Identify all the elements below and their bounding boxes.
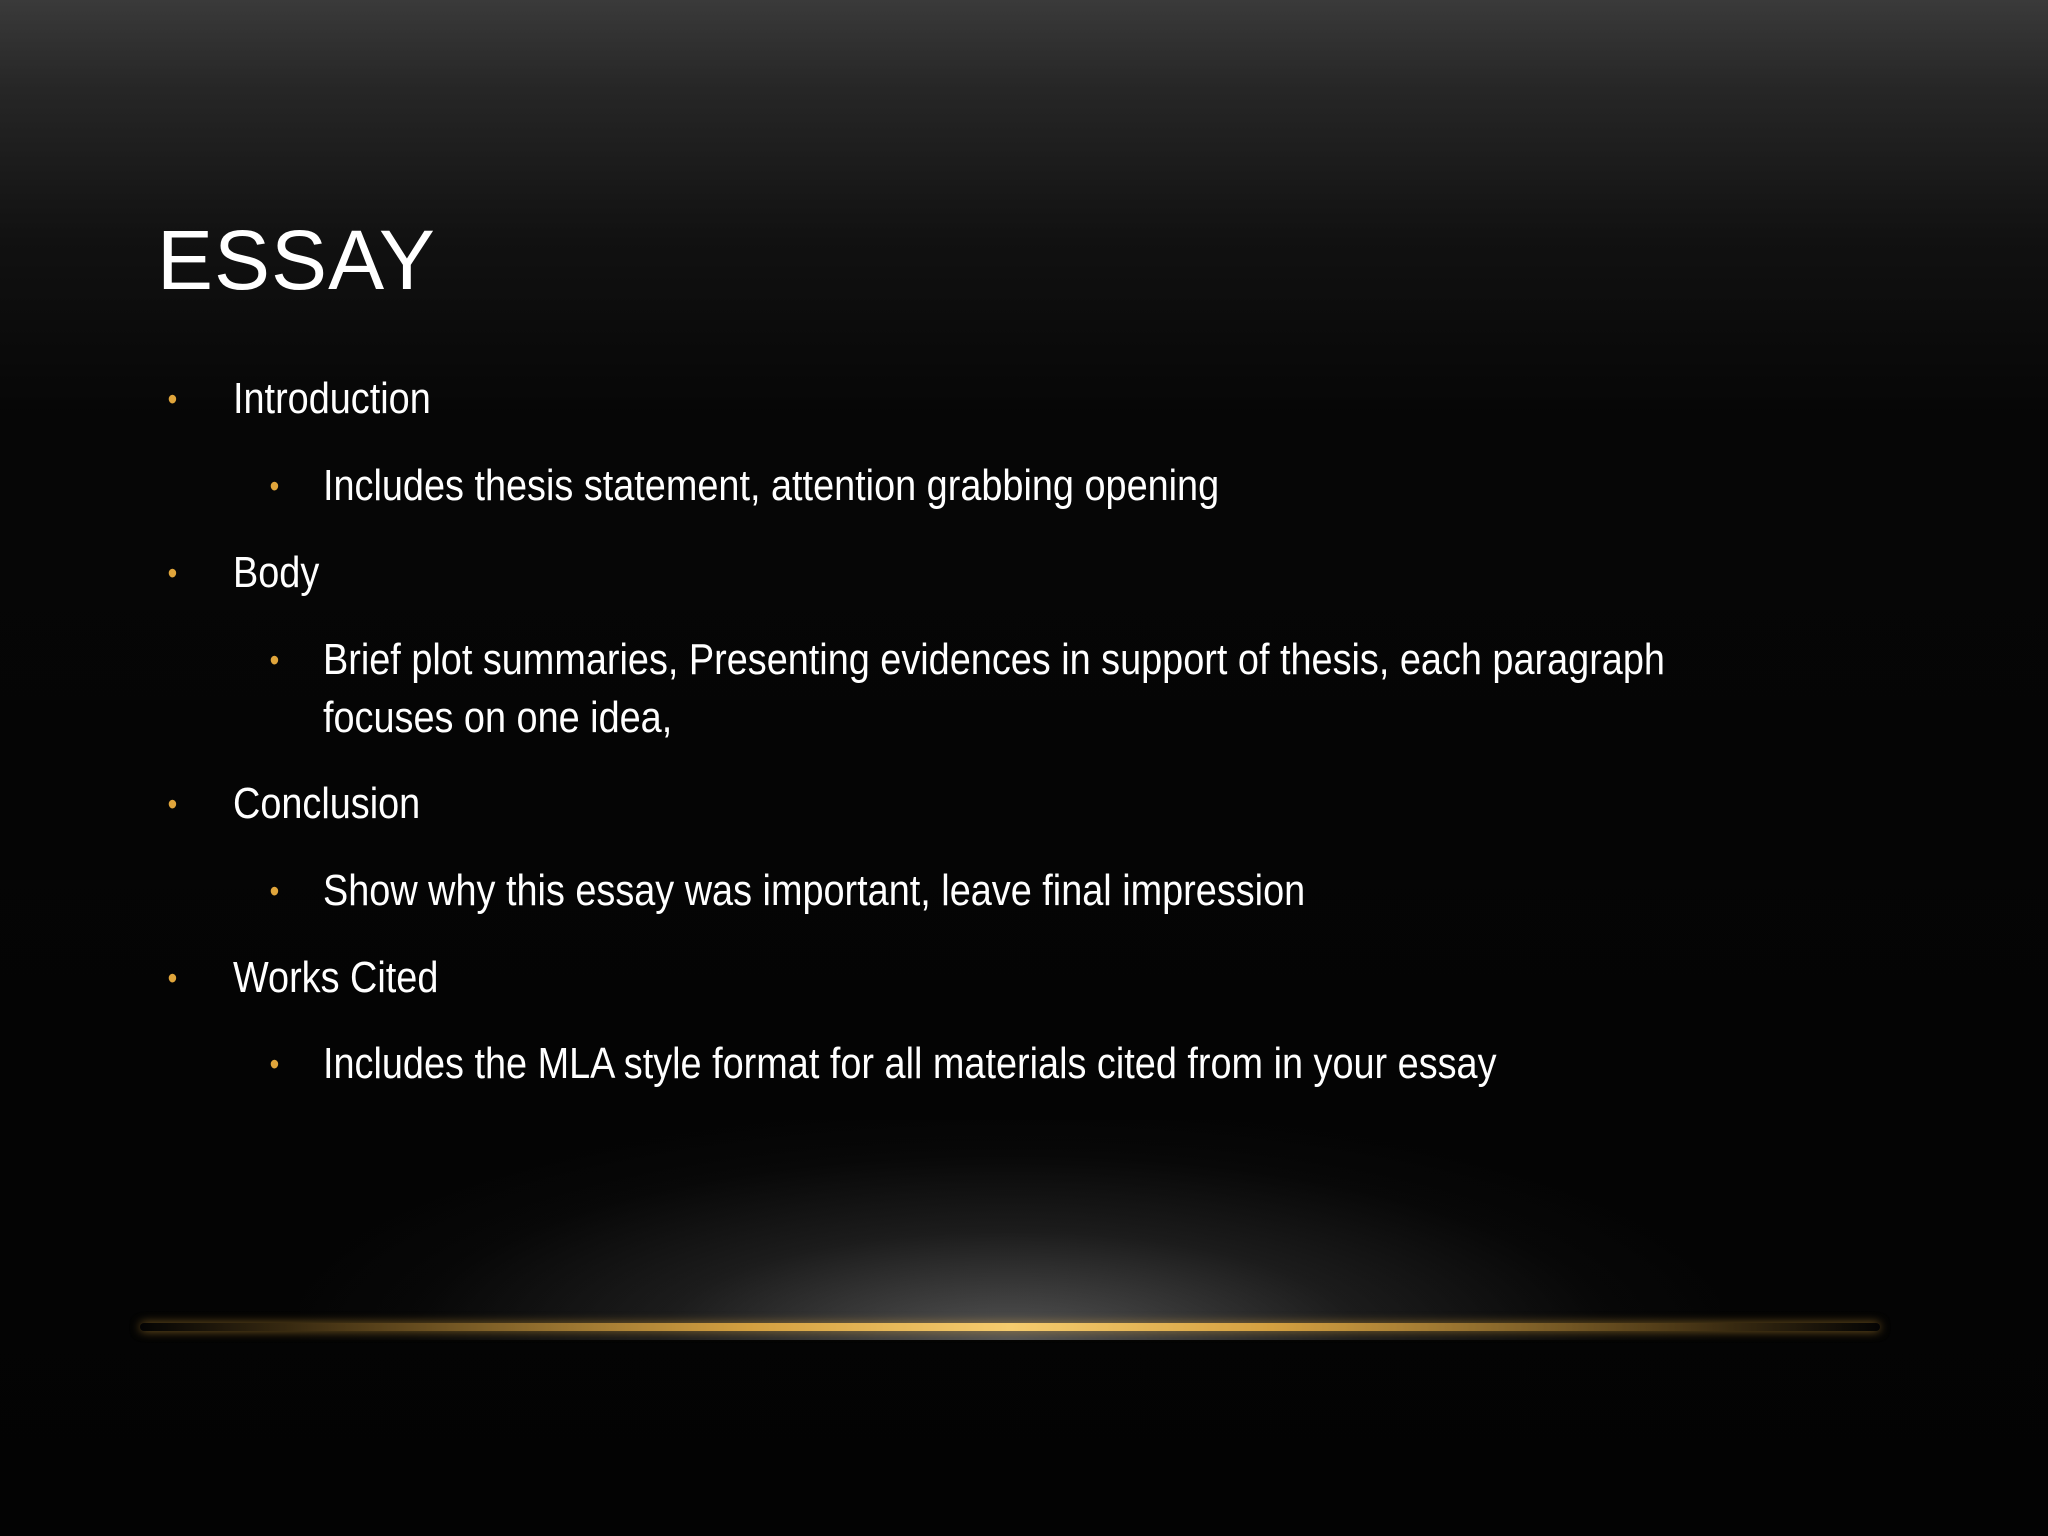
bullet-icon: • [167, 381, 178, 417]
bullet-text: Includes the MLA style format for all materials cited from in your essay [323, 1039, 1497, 1088]
bullet-item-works-cited [167, 949, 439, 1007]
slide-title: ESSAY [157, 213, 436, 307]
sub-bullet-item [269, 1035, 1497, 1093]
spotlight-glow [300, 1120, 1720, 1340]
bullet-text: Conclusion [233, 779, 421, 828]
bullet-text: Introduction [233, 374, 431, 423]
bullet-icon: • [167, 786, 178, 822]
sub-bullet-item [269, 862, 1306, 920]
bullet-item-conclusion [167, 775, 421, 833]
bullet-icon: • [167, 960, 178, 996]
bullet-item-body [167, 544, 320, 602]
bullet-icon: • [269, 1046, 280, 1082]
sub-bullet-continuation [323, 689, 672, 747]
bullet-text: Body [233, 548, 320, 597]
bullet-text: focuses on one idea, [323, 693, 673, 742]
bullet-icon: • [269, 468, 280, 504]
bullet-icon: • [167, 555, 178, 591]
bullet-text: Show why this essay was important, leave final impression [323, 866, 1306, 915]
bullet-icon: • [269, 642, 280, 678]
bullet-text: Works Cited [233, 953, 439, 1002]
bullet-text: Includes thesis statement, attention grabbing opening [323, 461, 1220, 510]
sub-bullet-item [269, 631, 1665, 689]
sub-bullet-item [269, 457, 1220, 515]
bullet-text: Brief plot summaries, Presenting evidences in support of thesis, each paragraph [323, 635, 1665, 684]
bullet-icon: • [269, 873, 280, 909]
horizon-line [140, 1323, 1880, 1331]
bullet-item-introduction [167, 370, 431, 428]
